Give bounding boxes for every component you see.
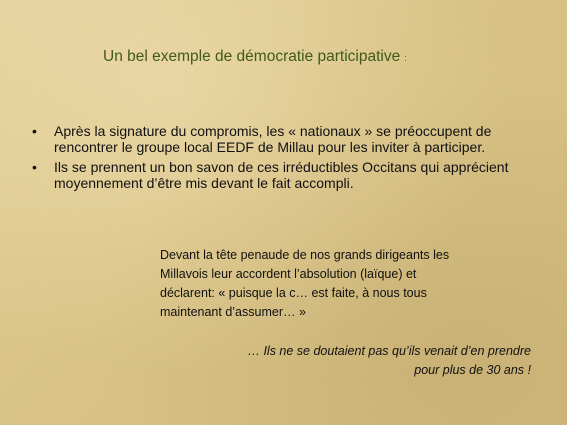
bullet-item	[32, 123, 542, 155]
paragraph-line: déclarent: « puisque la c… est faite, à nous tous	[160, 286, 427, 300]
bullet-text: Ils se prennent un bon savon de ces irréductibles Occitans qui apprécient moyennement d’être mis devant le fait accompli.	[54, 159, 509, 191]
paragraph-line: maintenant d’assumer… »	[160, 305, 306, 319]
bullet-list	[32, 123, 542, 195]
paragraph-line: Millavois leur accordent l’absolution (laïque) et	[160, 267, 417, 281]
closing-line: … Ils ne se doutaient pas qu’ils venait d’en prendre	[247, 344, 531, 358]
slide-title-text: Un bel exemple de démocratie participative	[103, 48, 401, 65]
bullet-dot: •	[32, 159, 37, 175]
slide-title-colon: :	[404, 53, 407, 63]
closing-remark	[171, 342, 531, 380]
slide-title	[103, 48, 407, 66]
paragraph-line: Devant la tête penaude de nos grands dirigeants les	[160, 248, 450, 262]
bullet-dot: •	[32, 123, 37, 139]
quote-paragraph	[160, 246, 520, 322]
bullet-text: Après la signature du compromis, les « nationaux » se préoccupent de rencontrer le groupe local EEDF de Millau pour les inviter à participer.	[54, 123, 492, 155]
bullet-item	[32, 159, 542, 191]
closing-line: pour plus de 30 ans !	[414, 363, 531, 377]
